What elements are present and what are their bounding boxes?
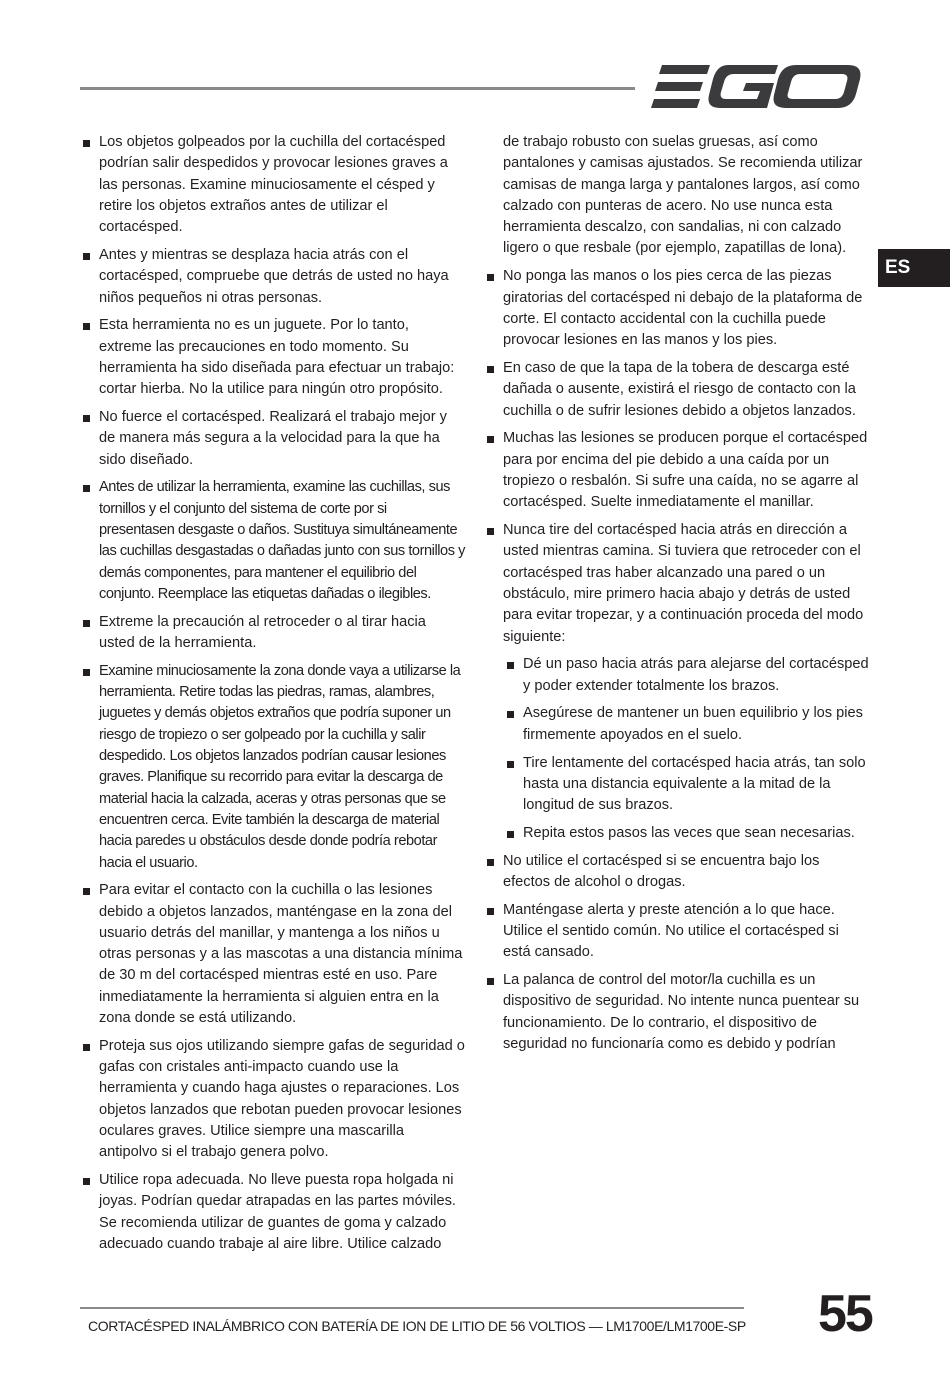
square-bullet-icon	[487, 859, 494, 866]
square-bullet-icon	[487, 528, 494, 535]
list-item: Antes y mientras se desplaza hacia atrás con el cortacésped, compruebe que detrás de usted no haya niños pequeños ni otras personas.	[80, 245, 465, 309]
list-item: Utilice ropa adecuada. No lleve puesta ropa holgada ni joyas. Podrían quedar atrapadas en las partes móviles. Se recomienda utilizar de guantes de goma y calzado adecuado cuando trabaje al aire libre. Utilice calzado	[80, 1170, 465, 1255]
square-bullet-icon	[507, 761, 514, 768]
square-bullet-icon	[83, 888, 90, 895]
list-item: No fuerce el cortacésped. Realizará el trabajo mejor y de manera más segura a la velocidad para la que ha sido diseñado.	[80, 407, 465, 471]
square-bullet-icon	[83, 415, 90, 422]
list-item: Esta herramienta no es un juguete. Por lo tanto, extreme las precauciones en todo momento. Su herramienta ha sido diseñada para efectuar un trabajo: cortar hierba. No la utilice para ningún otro propósito.	[80, 315, 465, 400]
list-item: Manténgase alerta y preste atención a lo que hace. Utilice el sentido común. No utilice el cortacésped si está cansado.	[484, 900, 869, 964]
left-column	[80, 132, 465, 1262]
list-item: No ponga las manos o los pies cerca de las piezas giratorias del cortacésped ni debajo de la plataforma de corte. El contacto accidental con la cuchilla puede provocar lesiones en las manos y los pies.	[484, 266, 869, 351]
list-item: Proteja sus ojos utilizando siempre gafas de seguridad o gafas con cristales anti-impacto cuando use la herramienta y cuando haga ajustes o reparaciones. Los objetos lanzados que rebotan pueden provocar lesiones oculares graves. Utilice siempre una mascarilla antipolvo si el trabajo genera polvo.	[80, 1036, 465, 1164]
list-item: Extreme la precaución al retroceder o al tirar hacia usted de la herramienta.	[80, 612, 465, 655]
square-bullet-icon	[83, 253, 90, 260]
square-bullet-icon	[507, 662, 514, 669]
square-bullet-icon	[487, 366, 494, 373]
language-tab: ES	[878, 249, 950, 287]
square-bullet-icon	[487, 436, 494, 443]
square-bullet-icon	[507, 711, 514, 718]
square-bullet-icon	[487, 908, 494, 915]
square-bullet-icon	[487, 274, 494, 281]
header-rule	[80, 87, 635, 90]
square-bullet-icon	[487, 978, 494, 985]
list-item: No utilice el cortacésped si se encuentra bajo los efectos de alcohol o drogas.	[484, 851, 869, 894]
list-item: Los objetos golpeados por la cuchilla del cortacésped podrían salir despedidos y provocar lesiones graves a las personas. Examine minuciosamente el césped y retire los objetos extraños antes de utilizar el cortacésped.	[80, 132, 465, 238]
square-bullet-icon	[83, 485, 90, 492]
page-number: 55	[818, 1285, 872, 1343]
square-bullet-icon	[83, 1178, 90, 1185]
sub-list-item: Repita estos pasos las veces que sean necesarias.	[504, 823, 869, 844]
square-bullet-icon	[83, 1044, 90, 1051]
list-item: Examine minuciosamente la zona donde vaya a utilizarse la herramienta. Retire todas las piedras, ramas, alambres, juguetes y demás objetos extraños que podría suponer un riesgo de tropiezo o ser golpeado por la cuchilla y salir despedido. Los objetos lanzados podrían causar lesiones graves. Planifique su recorrido para evitar la descarga de material hacia la calzada, aceras y otras personas que se encuentren cerca. Evite también la descarga de material hacia paredes u obstáculos desde donde podría rebotar hacia el usuario.	[80, 661, 465, 874]
square-bullet-icon	[83, 669, 90, 676]
list-item: Nunca tire del cortacésped hacia atrás en dirección a usted mientras camina. Si tuviera que retroceder con el cortacésped tras haber alcanzado una pared o un obstáculo, mire primero hacia abajo y detrás de usted para evitar tropezar, y a continuación proceda del modo siguiente:	[484, 520, 869, 648]
list-item: En caso de que la tapa de la tobera de descarga esté dañada o ausente, existirá el riesgo de contacto con la cuchilla o de sufrir lesiones debido a objetos lanzados.	[484, 358, 869, 422]
sub-list-item: Tire lentamente del cortacésped hacia atrás, tan solo hasta una distancia equivalente a la mitad de la longitud de sus brazos.	[504, 753, 869, 817]
footer-rule	[80, 1307, 744, 1309]
square-bullet-icon	[83, 140, 90, 147]
list-item: Para evitar el contacto con la cuchilla o las lesiones debido a objetos lanzados, manténgase en la zona del usuario detrás del manillar, y mantenga a los niños u otras personas y a las mascotas a una distancia mínima de 30 m del cortacésped mientras esté en uso. Pare inmediatamente la herramienta si alguien entra en la zona donde se está utilizando.	[80, 880, 465, 1029]
continued-paragraph: de trabajo robusto con suelas gruesas, así como pantalones y camisas ajustados. Se recomienda utilizar camisas de manga larga y pantalones largos, así como calzado con punteras de acero. No use nunca esta herramienta descalzo, con sandalias, ni con calzado ligero o que resbale (por ejemplo, zapatillas de lona).	[503, 134, 863, 257]
right-column	[484, 132, 869, 1062]
list-item: Antes de utilizar la herramienta, examine las cuchillas, sus tornillos y el conjunto del sistema de corte por si presentasen desgaste o daños. Sustituya simultáneamente las cuchillas desgastadas o dañadas junto con sus tornillos y demás componentes, para mantener el equilibrio del conjunto. Reemplace las etiquetas dañadas o ilegibles.	[80, 477, 465, 605]
footer-title: CORTACÉSPED INALÁMBRICO CON BATERÍA DE ION DE LITIO DE 56 VOLTIOS — LM1700E/LM1700E-SP	[88, 1318, 746, 1334]
sub-list-item: Asegúrese de mantener un buen equilibrio y los pies firmemente apoyados en el suelo.	[504, 703, 869, 746]
list-item: La palanca de control del motor/la cuchilla es un dispositivo de seguridad. No intente nunca puentear su funcionamiento. De lo contrario, el dispositivo de seguridad no funcionaría como es debido y podrían	[484, 970, 869, 1055]
sub-list-item: Dé un paso hacia atrás para alejarse del cortacésped y poder extender totalmente los brazos.	[504, 654, 869, 697]
square-bullet-icon	[83, 620, 90, 627]
square-bullet-icon	[507, 831, 514, 838]
ego-logo	[650, 62, 865, 112]
square-bullet-icon	[83, 323, 90, 330]
list-item: Muchas las lesiones se producen porque el cortacésped para por encima del pie debido a una caída por un tropiezo o resbalón. Si sufre una caída, no se agarre al cortacésped. Suelte inmediatamente el manillar.	[484, 428, 869, 513]
